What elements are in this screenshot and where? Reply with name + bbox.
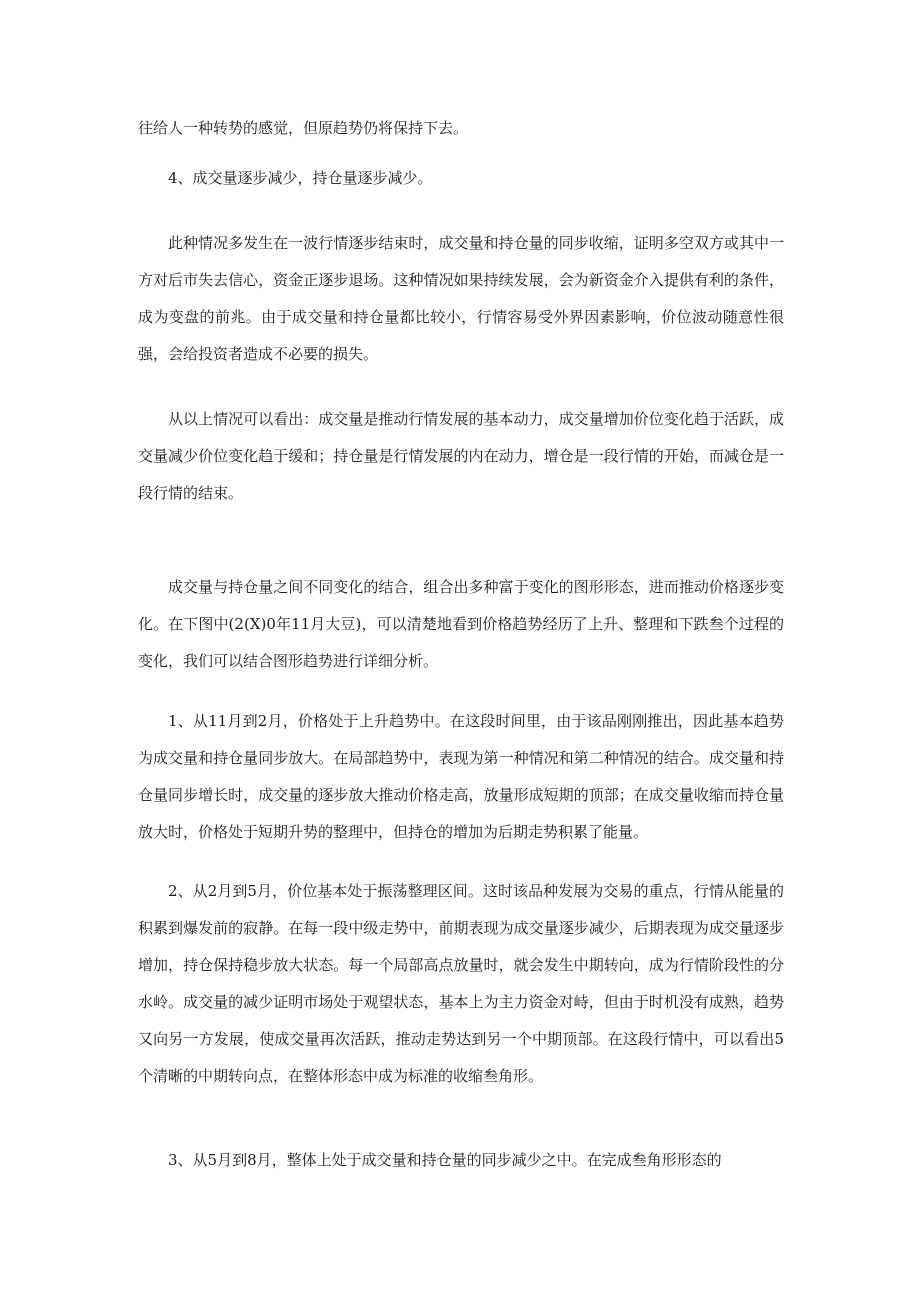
- paragraph-summary: 从以上情况可以看出：成交量是推动行情发展的基本动力，成交量增加价位变化趋于活跃，成交量减少价位变化趋于缓和；持仓量是行情发展的内在动力，增仓是一段行情的开始，而减仓是一段行情的结束。: [138, 410, 784, 502]
- paragraph-continuation: 往给人一种转势的感觉，但原趋势仍将保持下去。: [138, 119, 469, 137]
- paragraph-case-4-description: 此种情况多发生在一波行情逐步结束时，成交量和持仓量的同步收缩，证明多空双方或其中一方对后市失去信心，资金正逐步退场。这种情况如果持续发展，会为新资金介入提供有利的条件，成为变盘的前兆。由于成交量和持仓量都比较小，行情容易受外界因素影响，价位波动随意性很强，会给投资者造成不必要的损失。: [138, 234, 784, 363]
- paragraph-analysis-3: 3、从5月到8月，整体上处于成交量和持仓量的同步减少之中。在完成叁角形形态的: [168, 1151, 722, 1169]
- section-heading-4: 4、成交量逐步减少，持仓量逐步减少。: [168, 169, 433, 187]
- paragraph-analysis-1: 1、从11月到2月，价格处于上升趋势中。在这段时间里，由于该品刚刚推出，因此基本趋势为成交量和持仓量同步放大。在局部趋势中，表现为第一种情况和第二种情况的结合。成交量和持仓量同步增长时，成交量的逐步放大推动价格走高，放量形成短期的顶部；在成交量收缩而持仓量放大时，价格处于短期升势的整理中，但持仓的增加为后期走势积累了能量。: [138, 712, 784, 841]
- paragraph-chart-intro: 成交量与持仓量之间不同变化的结合，组合出多种富于变化的图形形态，进而推动价格逐步变化。在下图中(2(X)0年11月大豆)，可以清楚地看到价格趋势经历了上升、整理和下跌叁个过程的变化，我们可以结合图形趋势进行详细分析。: [138, 578, 784, 670]
- paragraph-analysis-2: 2、从2月到5月，价位基本处于振荡整理区间。这时该品种发展为交易的重点，行情从能量的积累到爆发前的寂静。在每一段中级走势中，前期表现为成交量逐步减少，后期表现为成交量逐步增加，持仓保持稳步放大状态。每一个局部高点放量时，就会发生中期转向，成为行情阶段性的分水岭。成交量的减少证明市场处于观望状态，基本上为主力资金对峙，但由于时机没有成熟，趋势又向另一方发展，使成交量再次活跃，推动走势达到另一个中期顶部。在这段行情中，可以看出5个清晰的中期转向点，在整体形态中成为标准的收缩叁角形。: [138, 882, 784, 1085]
